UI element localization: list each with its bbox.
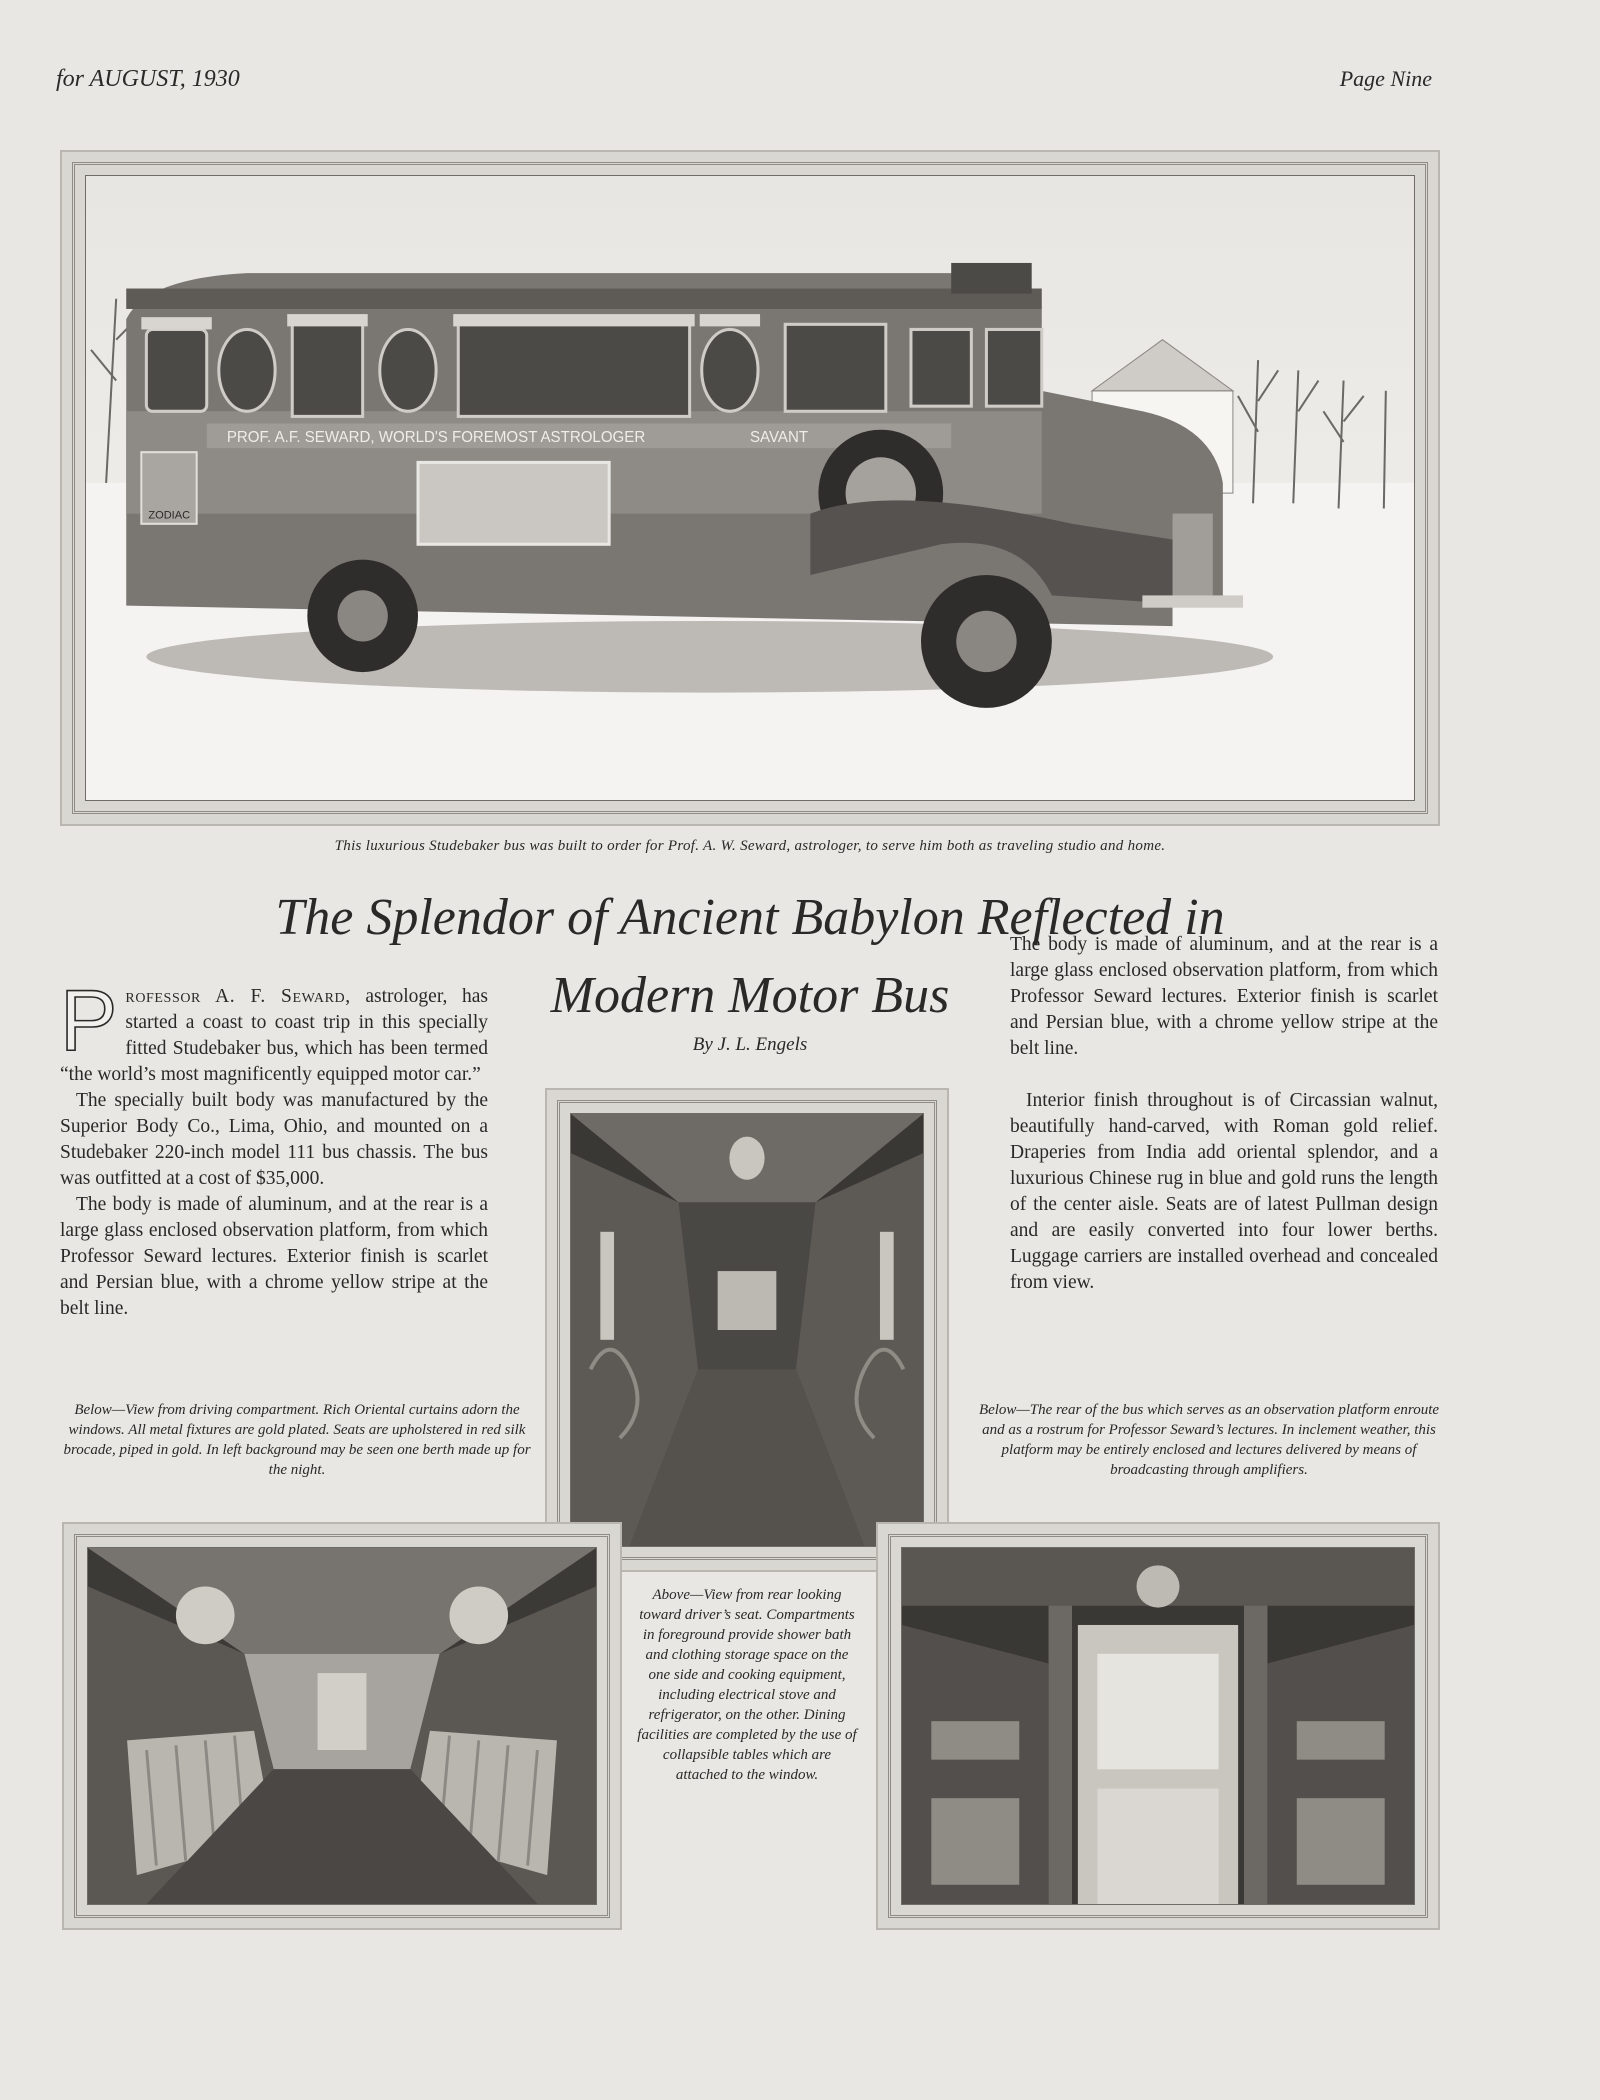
bus-photo: [85, 175, 1415, 801]
article-title: The Splendor of Ancient Babylon Reflected in: [275, 889, 1225, 946]
page-number: Page Nine: [1339, 66, 1432, 91]
bus-side-sign: PROF. A.F. SEWARD, WORLD'S FOREMOST ASTROLOGER: [226, 428, 646, 447]
caption-rear-view: Above—View from rear looking toward driver’s seat. Compartments in foreground provide shower bath and clothing storage space on the one side and cooking equipment, including electrical stove and refrigerator, on the other. Dining facilities are completed by the use of collapsible tables which are attached to the window.: [637, 1587, 857, 1783]
paragraph-1: [60, 973, 488, 1088]
article-column-left: [60, 973, 488, 1319]
paragraph-1-text: astrologer, has started a coast to coast trip in this specially fitted Studebaker bus, which has been termed “the world’s most magnificently equipped motor car.”: [60, 986, 488, 1085]
interior-photo-frame-right: [876, 1522, 1440, 1930]
top-photo-caption: This luxurious Studebaker bus was built to order for Prof. A. W. Seward, astrologer, to serve him both as traveling studio and home.: [334, 838, 1166, 854]
interior-photo-middle: [570, 1113, 924, 1547]
paragraph-4: Interior finish throughout is of Circassian walnut, beautifully hand-carved, with Roman gold relief. Draperies from India add oriental splendor, and a luxurious Chinese rug in blue and gold runs the length of the center aisle. Seats are of latest Pullman design and are easily converted into four lower berths. Luggage carriers are installed overhead and concealed from view.: [1010, 1090, 1438, 1293]
byline: By J. L. Engels: [692, 1034, 808, 1055]
paragraph-3-continued: The body is made of aluminum, and at the rear is a large glass enclosed observation platform, from which Professor Seward lectures. Exterior finish is scarlet and Persian blue, with a chrome yellow stripe at the belt line.: [1010, 934, 1438, 1059]
bus-crest-label: ZODIAC: [148, 509, 191, 522]
bus-photo-frame: [60, 150, 1440, 826]
caption-rear-platform: Below—The rear of the bus which serves as an observation platform enroute and as a rostrum for Professor Seward’s lectures. In inclement weather, this platform may be entirely enclosed and lectures delivered by means of broadcasting through amplifiers.: [978, 1402, 1440, 1478]
paragraph-2: The specially built body was manufactured by the Superior Body Co., Lima, Ohio, and mounted on a Studebaker 220-inch model 111 bus chassis. The bus was outfitted at a cost of $35,000.: [60, 1090, 488, 1189]
lead-smallcaps: rofessor A. F. Seward,: [125, 986, 351, 1007]
paragraph-3-start: The body is made of aluminum, and at the rear is a large glass enclosed observation platform, from which Professor Seward lectures. Exterior finish is scarlet and Persian blue, with a chrome yellow stripe at the belt line.: [60, 1194, 488, 1319]
interior-photo-frame-middle: [545, 1088, 949, 1572]
bus-side-sign-suffix: SAVANT: [750, 428, 809, 447]
caption-driving-compartment: Below—View from driving compartment. Rich Oriental curtains adorn the windows. All metal fixtures are gold plated. Seats are upholstered in red silk brocade, piped in gold. In left background may be seen one berth made up for the night.: [63, 1402, 531, 1478]
interior-photo-frame-left: [62, 1522, 622, 1930]
page-header-date: for AUGUST, 1930: [56, 66, 240, 92]
drop-cap: P: [60, 973, 118, 1069]
article-title-line2: Modern Motor Bus: [550, 967, 950, 1024]
article-column-right: [1010, 934, 1438, 1296]
interior-photo-right: [901, 1547, 1415, 1905]
interior-photo-left: [87, 1547, 597, 1905]
